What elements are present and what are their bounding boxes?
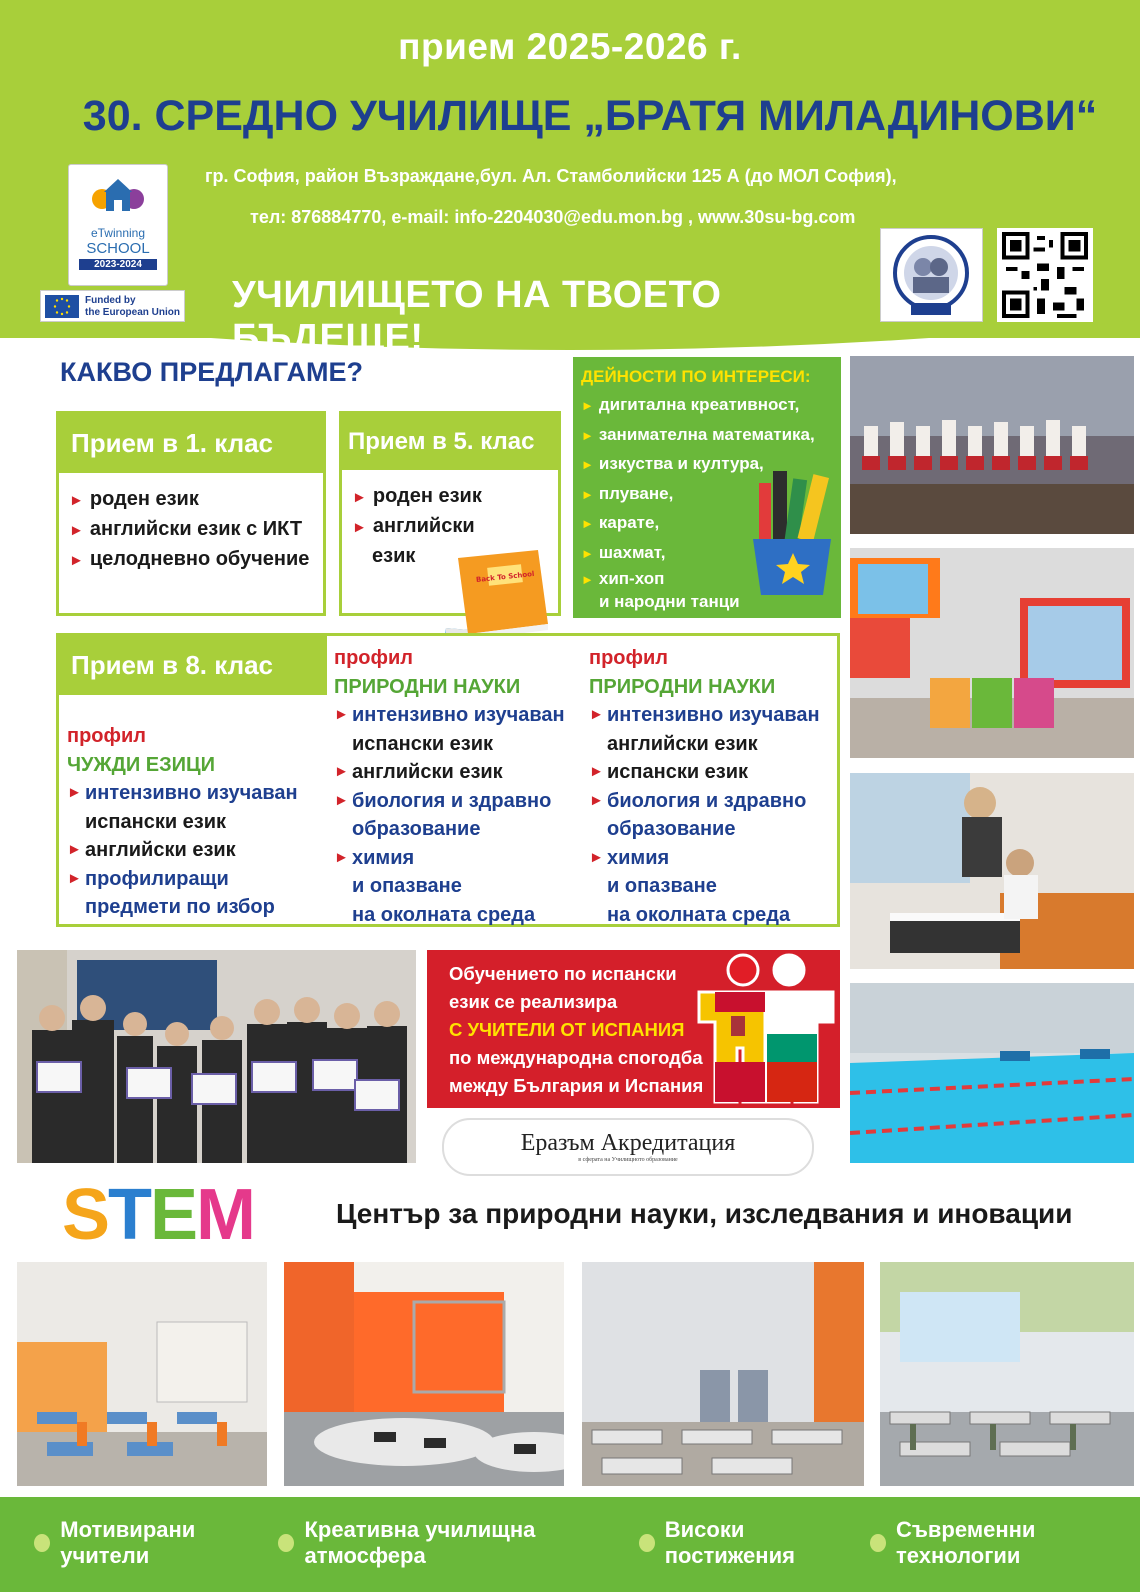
- footer-item: Креативна училищна атмосфера: [278, 1517, 628, 1569]
- erasmus-title: Еразъм Акредитация: [520, 1130, 736, 1156]
- grade1-list: [59, 473, 323, 575]
- list-item: ► хип-хоп: [581, 569, 665, 588]
- profile-label: профил: [334, 647, 414, 669]
- list-item: на околната среда: [352, 903, 536, 926]
- photo-music-class: [850, 773, 1134, 969]
- list-item: ► роден език: [352, 485, 482, 507]
- list-item: ► английски език: [67, 839, 236, 861]
- footer-item: Високи постижения: [639, 1517, 860, 1569]
- list-item: ► шахмат,: [581, 542, 666, 562]
- profile-name: ПРИРОДНИ НАУКИ: [589, 675, 776, 698]
- etwinning-line1: eTwinning: [90, 226, 146, 240]
- spain-line1: Обучението по испански: [449, 963, 677, 984]
- list-item: ► карате,: [581, 513, 660, 532]
- school-contacts[interactable]: тел: 876884770, e-mail: info-2204030@edu.mon.bg , www.30su-bg.com: [250, 207, 856, 227]
- profile-sciences-spanish: [334, 644, 565, 929]
- school-address: гр. София, район Възраждане,бул. Ал. Стамболийски 125 А (до МОЛ София),: [205, 166, 897, 186]
- list-item: ► биология и здравно: [589, 789, 807, 812]
- spain-line2: език се реализира: [449, 991, 618, 1012]
- bullet-icon: [34, 1534, 50, 1552]
- school-house-icon: [88, 173, 148, 219]
- photo-classroom-1: [17, 1262, 267, 1486]
- school-emblem: [880, 228, 983, 322]
- list-item: ► интензивно изучаван: [67, 782, 298, 804]
- bullet-icon: [639, 1534, 655, 1552]
- offer-title: КАКВО ПРЕДЛАГАМЕ?: [60, 357, 363, 387]
- list-item: и народни танци: [599, 592, 740, 611]
- list-item: образование: [352, 818, 481, 840]
- photo-classroom-4: [880, 1262, 1134, 1486]
- photo-folk-dance: [850, 356, 1134, 534]
- list-item: и опазване: [352, 875, 462, 897]
- list-item: образование: [607, 818, 736, 840]
- list-item: ► занимателна математика,: [581, 424, 815, 444]
- school-title: 30. СРЕДНО УЧИЛИЩЕ „БРАТЯ МИЛАДИНОВИ“: [82, 92, 1098, 140]
- profile-label: профил: [589, 647, 669, 669]
- pencil-cup-icon: [749, 469, 835, 599]
- profile-name: ПРИРОДНИ НАУКИ: [334, 675, 521, 698]
- stem-logo: [62, 1174, 254, 1256]
- etwinning-logo: [68, 164, 168, 286]
- list-item: ► английски език с ИКТ: [69, 518, 303, 540]
- spain-line4: по международна спогодба: [449, 1047, 703, 1068]
- list-item: испански език: [85, 810, 227, 833]
- slogan: УЧИЛИЩЕТО НА ТВОЕТО БЪДЕЩЕ!: [232, 274, 722, 359]
- erasmus-subtitle: в сферата на Училищното образование: [578, 1157, 678, 1163]
- eu-funded-logo: [40, 290, 185, 322]
- list-item: ► биология и здравно: [334, 789, 552, 812]
- spain-line5: между България и Испания: [449, 1075, 704, 1096]
- footer-item: Мотивирани учители: [34, 1517, 268, 1569]
- profile-name: ЧУЖДИ ЕЗИЦИ: [67, 753, 215, 776]
- grade1-title: Прием в 1. клас: [59, 414, 323, 473]
- stem-subtitle: Център за природни науки, изследвания и иновации: [336, 1198, 1073, 1229]
- list-item: ► профилиращи: [67, 867, 229, 890]
- photo-swimming-pool: [850, 983, 1134, 1163]
- eu-line2: the European Union: [85, 307, 180, 318]
- list-item: ► дигитална креативност,: [581, 395, 800, 414]
- profile-sciences-english: [589, 644, 820, 929]
- stem-letter: M: [196, 1175, 255, 1255]
- grade5-title: Прием в 5. клас: [342, 414, 558, 470]
- list-item: ► интензивно изучаван: [589, 704, 820, 726]
- photo-art-exhibition: [850, 548, 1134, 758]
- photo-students-certificates: [17, 950, 416, 1163]
- bullet-icon: [870, 1534, 886, 1552]
- list-item: ► химия: [334, 846, 415, 869]
- list-item: ► английски език: [334, 761, 503, 783]
- list-item: ► испански език: [589, 761, 749, 783]
- photo-classroom-3: [582, 1262, 864, 1486]
- list-item: английски език: [607, 732, 758, 755]
- list-item: на околната среда: [607, 903, 791, 926]
- grade8-title: Прием в 8. клас: [59, 636, 327, 695]
- list-item: ► роден език: [69, 488, 199, 510]
- list-item: ► целодневно обучение: [69, 548, 310, 570]
- spanish-teachers-box: [427, 950, 840, 1108]
- etwinning-line2: SCHOOL: [86, 240, 150, 257]
- grade8-box: [56, 633, 840, 927]
- stem-letter: S: [62, 1175, 109, 1255]
- grade1-box: [56, 411, 326, 616]
- photo-classroom-2: [284, 1262, 564, 1486]
- book-label: Back To School: [475, 569, 535, 585]
- list-item: предмети по избор: [85, 896, 275, 918]
- stem-letter: T: [108, 1175, 151, 1255]
- list-item: ► химия: [589, 846, 670, 869]
- list-item: ► плуване,: [581, 483, 674, 503]
- spain-line3: С УЧИТЕЛИ ОТ ИСПАНИЯ: [449, 1019, 685, 1040]
- footer-highlights: [34, 1517, 1140, 1569]
- profile-label: профил: [67, 725, 147, 747]
- footer-item: Съвременни технологии: [870, 1517, 1140, 1569]
- list-item: ► английски: [352, 515, 475, 537]
- etwinning-years: 2023-2024: [79, 259, 157, 270]
- profile-languages: [67, 722, 298, 922]
- bullet-icon: [278, 1534, 294, 1552]
- list-item: и опазване: [607, 875, 717, 897]
- list-item: испански език: [352, 732, 494, 755]
- erasmus-accreditation: [442, 1118, 814, 1176]
- stem-letter: E: [150, 1175, 197, 1255]
- qr-code[interactable]: [997, 228, 1093, 322]
- eu-line1: Funded by: [85, 295, 136, 306]
- friendship-flags-icon: [695, 952, 837, 1106]
- year-title: прием 2025-2026 г.: [398, 26, 742, 67]
- list-item: ► интензивно изучаван: [334, 704, 565, 726]
- list-item: ► изкуства и култура,: [581, 454, 764, 473]
- activities-title: ДЕЙНОСТИ ПО ИНТЕРЕСИ:: [581, 367, 811, 386]
- activities-box: [573, 357, 841, 618]
- list-item: език: [372, 545, 416, 567]
- eu-flag-icon: [45, 295, 79, 318]
